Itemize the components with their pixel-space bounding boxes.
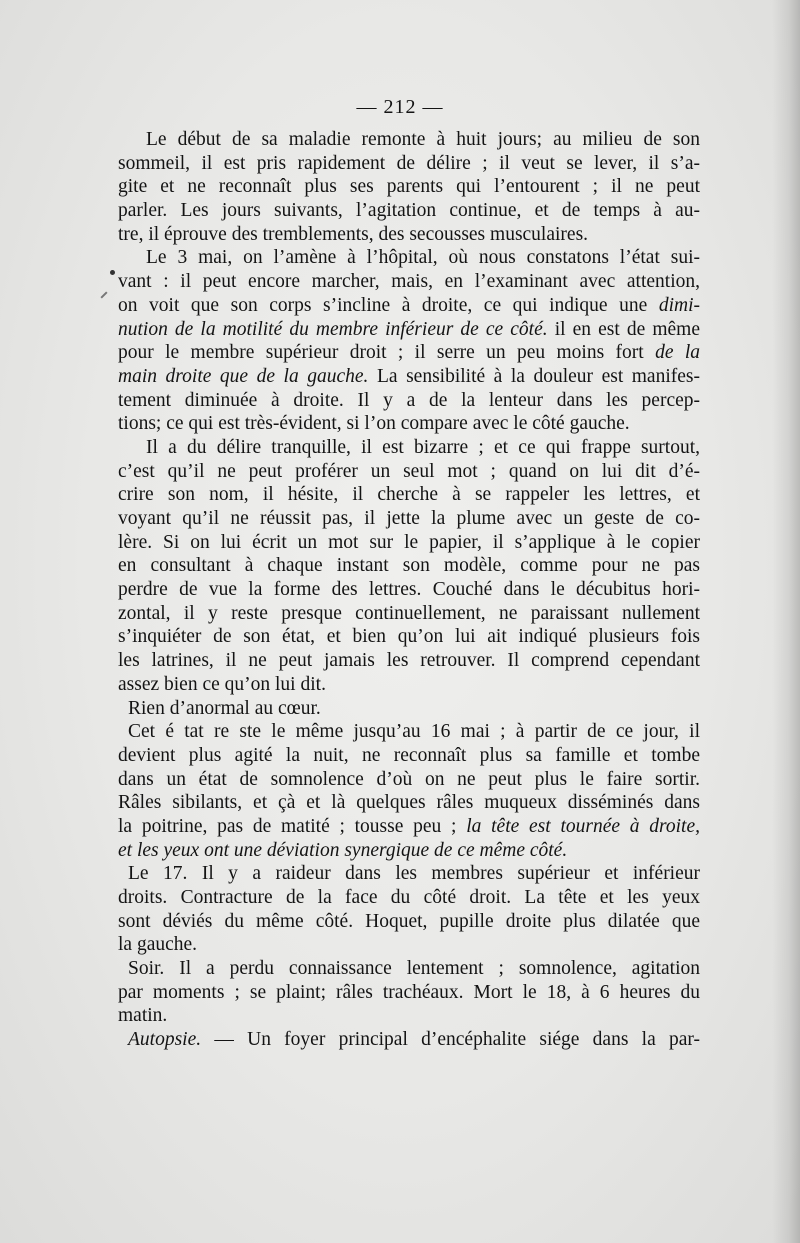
text-segment: droits. Contracture de la face du côté droit. La tête et les yeux (118, 887, 700, 908)
text-line (118, 602, 700, 626)
text-segment: Le 3 mai, on l’amène à l’hôpital, où nous constatons l’état sui- (146, 247, 700, 269)
text-segment: les latrines, il ne peut jamais les retrouver. Il comprend cependant (118, 650, 700, 672)
margin-mark (110, 270, 115, 275)
text-line (118, 270, 700, 294)
text-line (118, 673, 700, 697)
text-segment: s’inquiéter de son état, et bien qu’on lui ait indiqué plusieurs fois (118, 626, 700, 648)
text-line (118, 365, 700, 389)
text-segment: sommeil, il est pris rapidement de délire ; il veut se lever, il s’a- (118, 152, 700, 174)
text-segment: Il a du délire tranquille, il est bizarre ; et ce qui frappe surtout, (146, 436, 700, 458)
text-line (118, 223, 700, 247)
text-segment: La sensibilité à la douleur est manifes- (368, 365, 700, 387)
text-line (118, 389, 700, 413)
text-segment: Cet é tat re ste le même jusqu’au 16 mai ; à partir de ce jour, il (128, 721, 700, 743)
text-segment: matin. (118, 1005, 168, 1027)
text-line (118, 815, 700, 839)
text-line (118, 175, 700, 199)
text-segment: gite et ne reconnaît plus ses parents qui l’entourent ; il ne peut (118, 176, 700, 198)
text-segment: en consultant à chaque instant son modèle, comme pour ne pas (118, 555, 700, 577)
margin-mark (100, 291, 107, 298)
text-segment: on voit que son corps s’incline à droite, ce qui indique une (118, 294, 659, 316)
text-segment: perdre de vue la forme des lettres. Couché dans le décubitus hori- (118, 579, 700, 601)
text-segment: Rien d’anormal au cœur. (128, 697, 321, 719)
text-segment: voyant qu’il ne réussit pas, il jette la plume avec un geste de co- (118, 508, 700, 529)
text-segment: sont déviés du même côté. Hoquet, pupille droite plus dilatée que (118, 910, 700, 932)
text-segment: vant : il peut encore marcher, mais, en l’examinant avec attention, (118, 271, 700, 293)
text-segment: crire son nom, il hésite, il cherche à se rappeler les lettres, et (118, 484, 700, 506)
text-line (118, 246, 700, 270)
text-line (118, 886, 700, 910)
text-line (118, 625, 700, 649)
text-line (118, 412, 700, 436)
text-line (118, 554, 700, 578)
text-line (118, 1028, 700, 1052)
text-line (118, 649, 700, 673)
text-segment: lère. Si on lui écrit un mot sur le papier, il s’applique à le copier (118, 531, 700, 553)
text-segment: Le début de sa maladie remonte à huit jours; au milieu de son (146, 129, 700, 150)
text-segment: Râles sibilants, et çà et là quelques râles muqueux disséminés dans (118, 792, 700, 814)
text-line (118, 768, 700, 792)
text-line (118, 318, 700, 342)
text-line (118, 697, 700, 721)
text-segment: c’est qu’il ne peut proférer un seul mot ; quand on lui dit d’é- (118, 460, 700, 482)
body-text (118, 128, 700, 1052)
text-line (118, 152, 700, 176)
text-line (118, 460, 700, 484)
page-edge-shadow (772, 0, 800, 1243)
italic-text: dimi- (658, 294, 700, 316)
text-line (118, 483, 700, 507)
text-line (118, 720, 700, 744)
text-line (118, 791, 700, 815)
text-segment: la gauche. (118, 934, 198, 956)
text-line (118, 578, 700, 602)
text-segment: par moments ; se plaint; râles trachéaux. Mort le 18, à 6 heures du (118, 981, 700, 1003)
text-segment: parler. Les jours suivants, l’agitation continue, et de temps à au- (118, 200, 700, 222)
text-segment: assez bien ce qu’on lui dit. (118, 673, 326, 695)
text-segment: tement diminuée à droite. Il y a de la lenteur dans les percep- (118, 389, 700, 411)
text-segment: tions; ce qui est très-évident, si l’on compare avec le côté gauche. (118, 413, 630, 435)
text-line (118, 744, 700, 768)
text-line (118, 531, 700, 555)
text-segment: dans un état de somnolence d’où on ne peut plus le faire sortir. (118, 768, 700, 790)
text-line (118, 957, 700, 981)
text-line (118, 933, 700, 957)
italic-text: main droite que de la gauche. (118, 365, 369, 387)
text-segment: tre, il éprouve des tremblements, des secousses musculaires. (118, 223, 589, 245)
text-segment: Soir. Il a perdu connaissance lentement ; somnolence, agitation (128, 958, 700, 980)
text-segment: zontal, il y reste presque continuellement, ne paraissant nullement (118, 602, 700, 624)
text-line (118, 507, 700, 531)
text-segment: il en est de même (547, 318, 701, 340)
text-line (118, 981, 700, 1005)
text-line (118, 199, 700, 223)
text-line (118, 128, 700, 152)
text-line (118, 839, 700, 863)
text-segment: pour le membre supérieur droit ; il serre un peu moins fort (118, 342, 656, 364)
italic-text: la tête est tournée à droite, (466, 815, 700, 837)
text-segment: devient plus agité la nuit, ne reconnaît plus sa famille et tombe (118, 744, 700, 766)
italic-text: nution de la motilité du membre inférieur de ce côté. (118, 318, 548, 340)
text-segment: — Un foyer principal d’encéphalite siége dans la par- (201, 1029, 700, 1051)
text-segment: Le 17. Il y a raideur dans les membres supérieur et inférieur (128, 863, 700, 885)
text-segment: la poitrine, pas de matité ; tousse peu ; (118, 815, 467, 837)
text-line (118, 1004, 700, 1028)
text-line (118, 294, 700, 318)
page-number: — 212 — (356, 96, 444, 118)
italic-text: de la (655, 342, 700, 364)
text-line (118, 436, 700, 460)
text-line (118, 862, 700, 886)
italic-text: et les yeux ont une déviation synergique de ce même côté. (118, 839, 568, 861)
italic-text: Autopsie. (128, 1029, 202, 1051)
text-line (118, 910, 700, 934)
text-line (118, 341, 700, 365)
